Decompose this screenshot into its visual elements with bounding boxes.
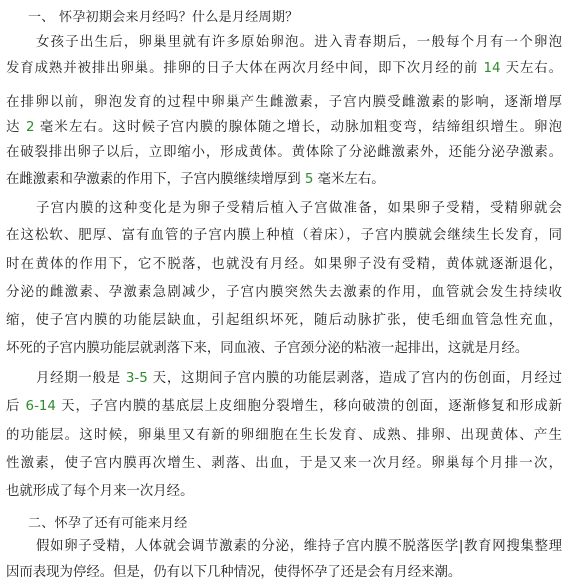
text-line: 在破裂排出卵子以后，立即缩小，形成黄体。黄体除了分泌雌激素外，还能分泌孕激素。 [6,145,562,160]
text-line: 达 2 毫米左右。这时候子宫内膜的腺体随之增长，动脉加粗变弯，结缔组织增生。卵泡 [6,120,562,135]
text-line: 的功能层。这时候，卵巢里又有新的卵细胞在生长发育、成熟、排卵、出现黄体、产生 [6,428,562,443]
section-heading-1: 一、 怀孕初期会来月经吗？什么是月经周期？ [28,10,299,25]
text-line: 女孩子出生后，卵巢里就有许多原始卵泡。进入青春期后，一般每个月有一个卵泡 [36,35,562,50]
text-line: 子宫内膜的这种变化是为卵子受精后植入子宫做准备，如果卵子受精，受精卵就会 [36,201,562,216]
number-value: 14 [483,61,501,76]
number-value: 3-5 [125,371,148,386]
text-line: 分泌的雌激素、孕激素急剧减少，子宫内膜突然失去激素的作用，血管就会发生持续收 [6,285,562,300]
text-line: 因而表现为停经。但是，仍有以下几种情况，使得怀孕了还是会有月经来潮。 [6,565,462,580]
number-value: 2 [25,120,35,135]
text-line: 性激素，使子宫内膜再次增生、剥落、出血，于是又来一次月经。卵巢每个月排一次， [6,456,562,471]
text-line: 缩，使子宫内膜的功能层缺血，引起组织坏死，随后动脉扩张，使毛细血管急性充血， [6,313,562,328]
text-line: 后 6-14 天，子宫内膜的基底层上皮细胞分裂增生，移向破溃的创面，逐渐修复和形成新 [6,399,562,414]
text-line: 时在黄体的作用下，它不脱落，也就没有月经。如果卵子没有受精，黄体就逐渐退化， [6,257,562,272]
text-line: 月经期一般是 3-5 天，这期间子宫内膜的功能层剥落，造成了宫内的伤创面，月经过 [36,371,562,386]
text-line: 在这松软、肥厚、富有血管的子宫内膜上种植（着床），子宫内膜就会继续生长发育，同 [6,228,562,243]
section-heading-2: 二、怀孕了还有可能来月经 [28,516,188,531]
number-value: 5 [304,172,314,187]
text-line: 发育成熟并被排出卵巢。排卵的日子大体在两次月经中间，即下次月经的前 14 天左右。 [6,61,562,76]
text-line: 也就形成了每个月来一次月经。 [6,484,194,499]
text-line: 假如卵子受精，人体就会调节激素的分泌，维持子宫内膜不脱落医学|教育网搜集整理 [36,539,562,554]
number-value: 6-14 [25,399,56,414]
text-line: 在排卵以前，卵泡发育的过程中卵巢产生雌激素，子宫内膜受雌激素的影响，逐渐增厚 [6,95,562,110]
text-line: 坏死的子宫内膜功能层就剥落下来，同血液、子宫颈分泌的粘液一起排出，这就是月经。 [6,341,529,356]
text-line: 在雌激素和孕激素的作用下，子宫内膜继续增厚到 5 毫米左右。 [6,172,385,187]
